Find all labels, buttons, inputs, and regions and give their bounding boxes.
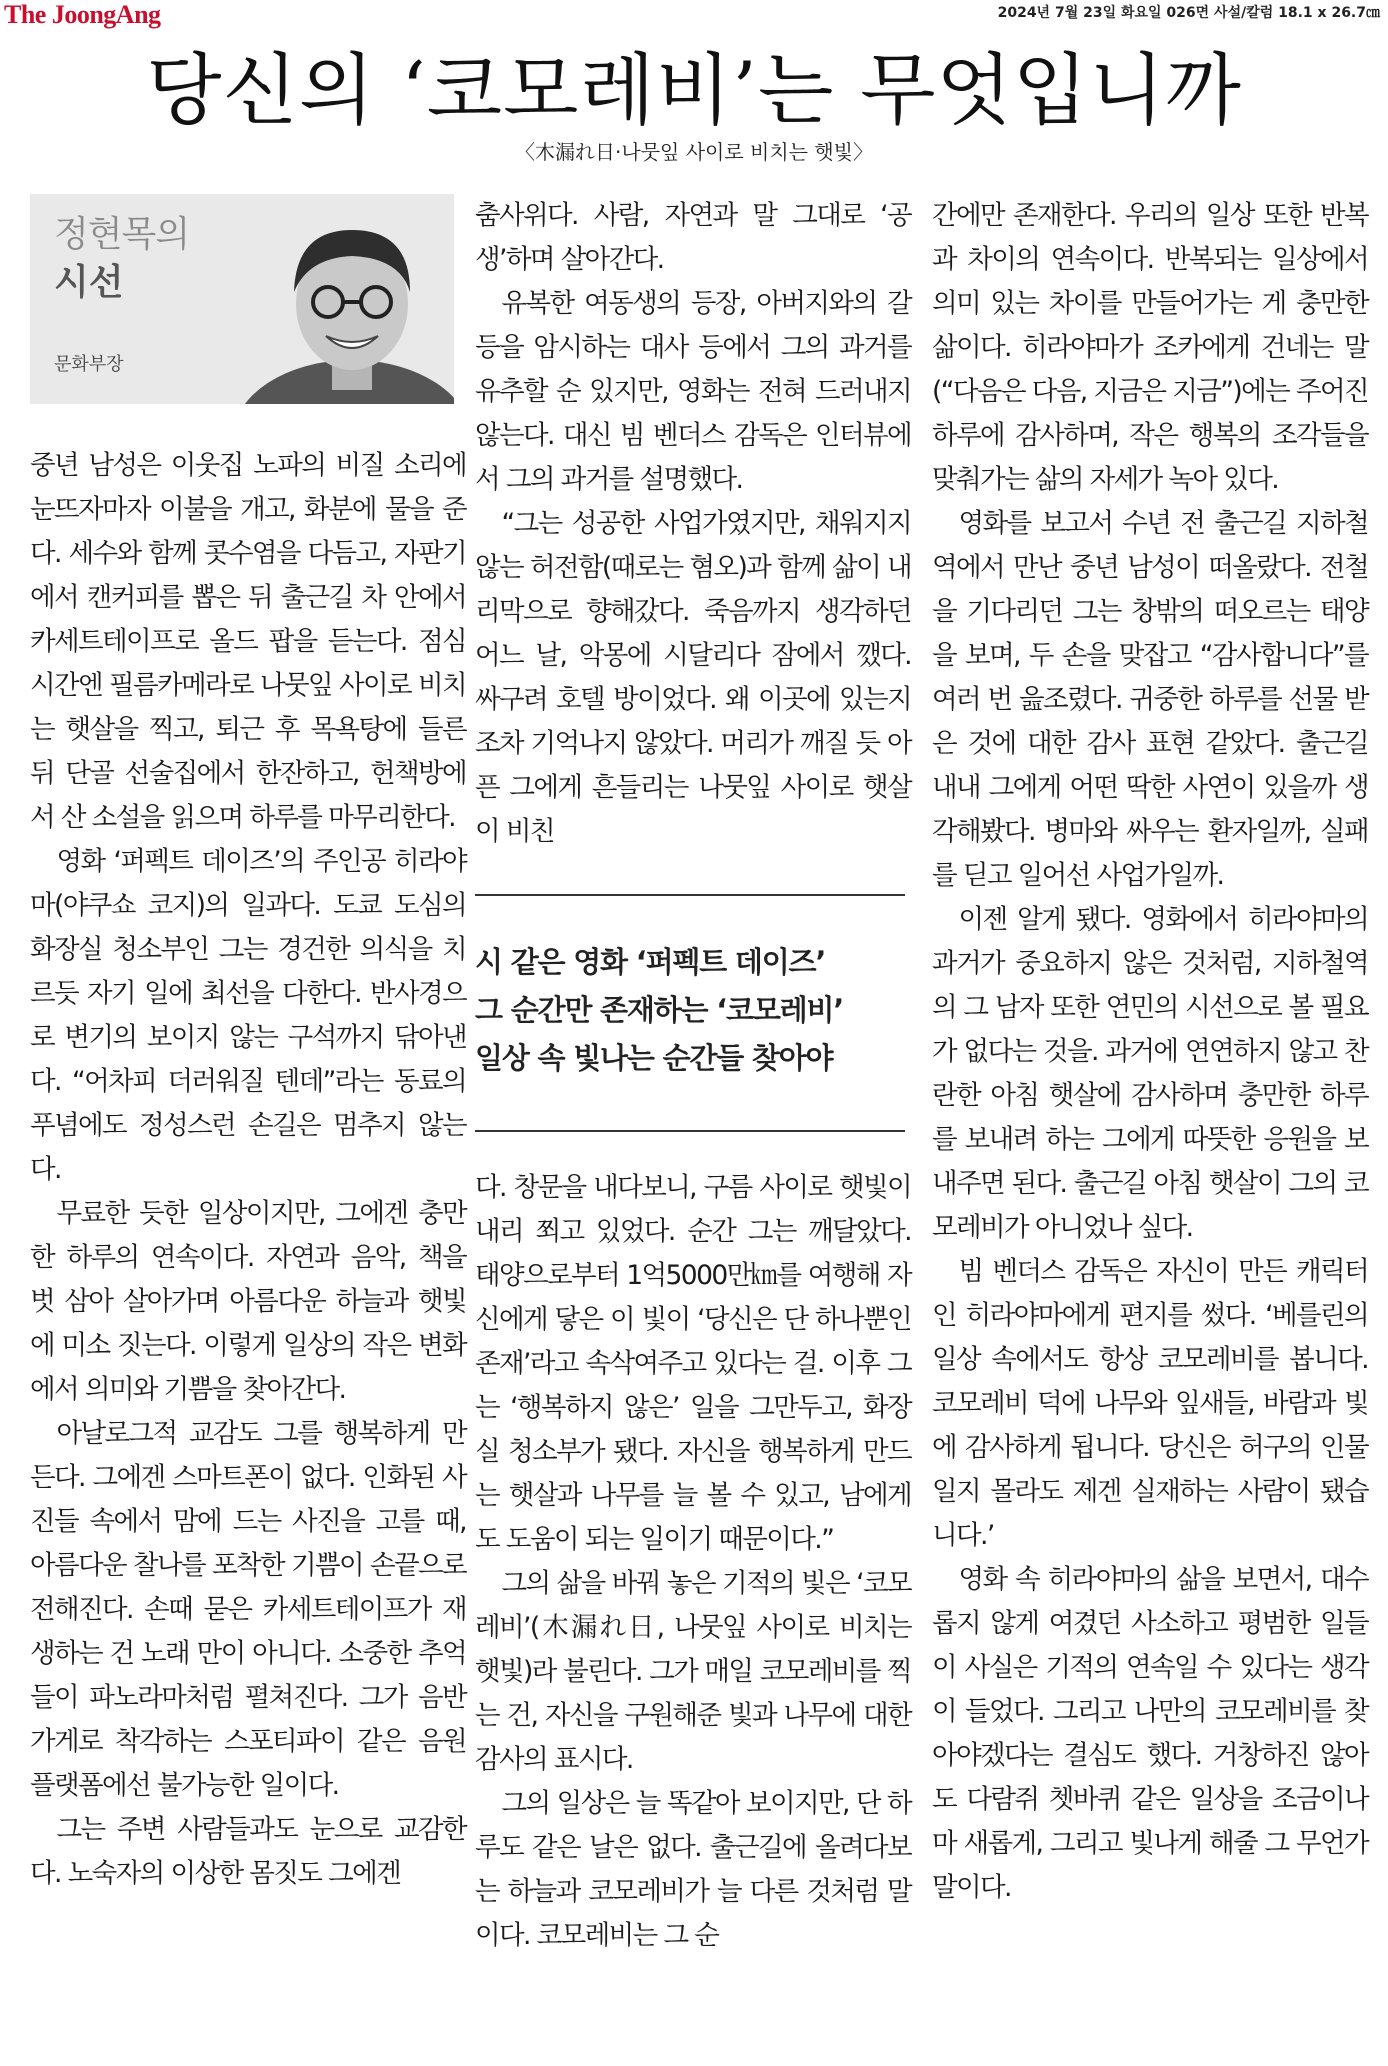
paragraph: “그는 성공한 사업가였지만, 채워지지 않는 허전함(때로는 혐오)과 함께 삶이 내리막으로 향해갔다. 죽음까지 생각하던 어느 날, 악몽에 시달리다 잠에서 깼다. 싸구려 호텔 방이었다. 왜 이곳에 있는지조차 기억나지 않았다. 머리가 깨질 듯 아픈 그에게 흔들리는 나뭇잎 사이로 햇살이 비친 <box>475 508 911 847</box>
paragraph: 이젠 알게 됐다. 영화에서 히라야마의 과거가 중요하지 않은 것처럼, 지하철역의 그 남자 또한 연민의 시선으로 볼 필요가 없다는 것을. 과거에 연연하지 않고 찬란한 아침 햇살에 감사하며 충만한 하루를 보내려 하는 그에게 따뜻한 응원을 보내주면 된다. 출근길 아침 햇살이 그의 코모레비가 아니었나 싶다. <box>932 904 1368 1243</box>
author-name: 정현목의 <box>54 214 190 255</box>
pull-quote-line: 그 순간만 존재하는 ‘코모레비’ <box>475 993 844 1027</box>
paragraph: 영화 속 히라야마의 삶을 보면서, 대수롭지 않게 여겼던 사소하고 평범한 일들이 사실은 기적의 연속일 수 있다는 생각이 들었다. 그리고 나만의 코모레비를 찾아야겠다는 결심도 했다. 거창하진 않아도 다람쥐 쳇바퀴 같은 일상을 조금이나마 새롭게, 그리고 빛나게 해줄 그 무언가 말이다. <box>932 1564 1368 1903</box>
column-2 <box>475 194 911 1958</box>
column-3 <box>932 194 1368 1910</box>
paragraph: 무료한 듯한 일상이지만, 그에겐 충만한 하루의 연속이다. 자연과 음악, 책을 벗 삼아 살아가며 아름다운 하늘과 햇빛에 미소 짓는다. 이렇게 일상의 작은 변화에서 의미와 기쁨을 찾아간다. <box>30 1198 466 1405</box>
author-role: 문화부장 <box>54 354 124 375</box>
paragraph: 빔 벤더스 감독은 자신이 만든 캐릭터인 히라야마에게 편지를 썼다. ‘베를린의 일상 속에서도 항상 코모레비를 봅니다. 코모레비 덕에 나무와 잎새들, 바람과 빛에 감사하게 됩니다. 당신은 허구의 인물일지 몰라도 제겐 실재하는 사람이 됐습니다.’ <box>932 1256 1368 1551</box>
paragraph: 그의 삶을 바꿔 놓은 기적의 빛은 ‘코모레비’(木漏れ日, 나뭇잎 사이로 비치는 햇빛)라 불린다. 그가 매일 코모레비를 찍는 건, 자신을 구원해준 빛과 나무에 대한 감사의 표시다. <box>475 1568 911 1775</box>
paragraph: 영화를 보고서 수년 전 출근길 지하철역에서 만난 중년 남성이 떠올랐다. 전철을 기다리던 그는 창밖의 떠오르는 태양을 보며, 두 손을 맞잡고 “감사합니다”를 여러 번 읊조렸다. 귀중한 하루를 선물 받은 것에 대한 감사 표현 같았다. 출근길 내내 그에게 어떤 딱한 사연이 있을까 생각해봤다. 병마와 싸우는 환자일까, 실패를 딛고 일어선 사업가일까. <box>932 508 1368 891</box>
paragraph: 아날로그적 교감도 그를 행복하게 만든다. 그에겐 스마트폰이 없다. 인화된 사진들 속에서 맘에 드는 사진을 고를 때, 아름다운 찰나를 포착한 기쁨이 손끝으로 전해진다. 손때 묻은 카세트테이프가 재생하는 건 노래 만이 아니다. 소중한 추억들이 파노라마처럼 펼쳐진다. 그가 음반가게로 착각하는 스포티파이 같은 음원 플랫폼에선 불가능한 일이다. <box>30 1418 466 1801</box>
author-box <box>30 194 454 404</box>
pull-quote-line: 시 같은 영화 ‘퍼펙트 데이즈’ <box>475 945 826 979</box>
headline: 당신의 ‘코모레비’는 무엇입니까 <box>146 46 1242 136</box>
publication-logo: The JoongAng <box>4 0 161 29</box>
paragraph: 중년 남성은 이웃집 노파의 비질 소리에 눈뜨자마자 이불을 개고, 화분에 물을 준다. 세수와 함께 콧수염을 다듬고, 자판기에서 캔커피를 뽑은 뒤 출근길 차 안에서 카세트테이프로 올드 팝을 듣는다. 점심시간엔 필름카메라로 나뭇잎 사이로 비치는 햇살을 찍고, 퇴근 후 목욕탕에 들른 뒤 단골 선술집에서 한잔하고, 헌책방에서 산 소설을 읽으며 하루를 마무리한다. <box>30 450 466 833</box>
issue-info: 2024년 7월 23일 화요일 026면 사설/칼럼 18.1 x 26.7㎝ <box>997 5 1380 21</box>
column-1 <box>30 194 466 1896</box>
paragraph: 춤사위다. 사람, 자연과 말 그대로 ‘공생’하며 살아간다. <box>475 200 911 275</box>
column-series: 시선 <box>54 262 124 303</box>
paragraph: 간에만 존재한다. 우리의 일상 또한 반복과 차이의 연속이다. 반복되는 일상에서 의미 있는 차이를 만들어가는 게 충만한 삶이다. 히라야마가 조카에게 건네는 말(“다음은 다음, 지금은 지금”)에는 주어진 하루에 감사하며, 작은 행복의 조각들을 맞춰가는 삶의 자세가 녹아 있다. <box>932 200 1368 495</box>
paragraph: 그의 일상은 늘 똑같아 보이지만, 단 하루도 같은 날은 없다. 출근길에 올려다보는 하늘과 코모레비가 늘 다른 것처럼 말이다. 코모레비는 그 순 <box>475 1788 911 1951</box>
paragraph: 유복한 여동생의 등장, 아버지와의 갈등을 암시하는 대사 등에서 그의 과거를 유추할 순 있지만, 영화는 전혀 드러내지 않는다. 대신 빔 벤더스 감독은 인터뷰에서 그의 과거를 설명했다. <box>475 288 911 495</box>
author-portrait <box>240 200 454 404</box>
pull-quote <box>475 894 905 1132</box>
pull-quote-line: 일상 속 빛나는 순간들 찾아야 <box>475 1041 833 1075</box>
paragraph: 그는 주변 사람들과도 눈으로 교감한다. 노숙자의 이상한 몸짓도 그에겐 <box>30 1814 466 1889</box>
paragraph: 영화 ‘퍼펙트 데이즈’의 주인공 히라야마(야쿠쇼 코지)의 일과다. 도쿄 도심의 화장실 청소부인 그는 경건한 의식을 치르듯 자기 일에 최선을 다한다. 반사경으로 변기의 보이지 않는 구석까지 닦아낸다. “어차피 더러워질 텐데”라는 동료의 푸념에도 정성스런 손길은 멈추지 않는다. <box>30 846 466 1185</box>
paragraph: 다. 창문을 내다보니, 구름 사이로 햇빛이 내리 쬐고 있었다. 순간 그는 깨달았다. 태양으로부터 1억5000만㎞를 여행해 자신에게 닿은 이 빛이 ‘당신은 단 하나뿐인 존재’라고 속삭여주고 있다는 걸. 이후 그는 ‘행복하지 않은’ 일을 그만두고, 화장실 청소부가 됐다. 자신을 행복하게 만드는 햇살과 나무를 늘 볼 수 있고, 남에게도 도움이 되는 일이기 때문이다.” <box>475 1172 911 1555</box>
subtitle: 〈木漏れ日·나뭇잎 사이로 비치는 햇빛〉 <box>515 140 873 164</box>
